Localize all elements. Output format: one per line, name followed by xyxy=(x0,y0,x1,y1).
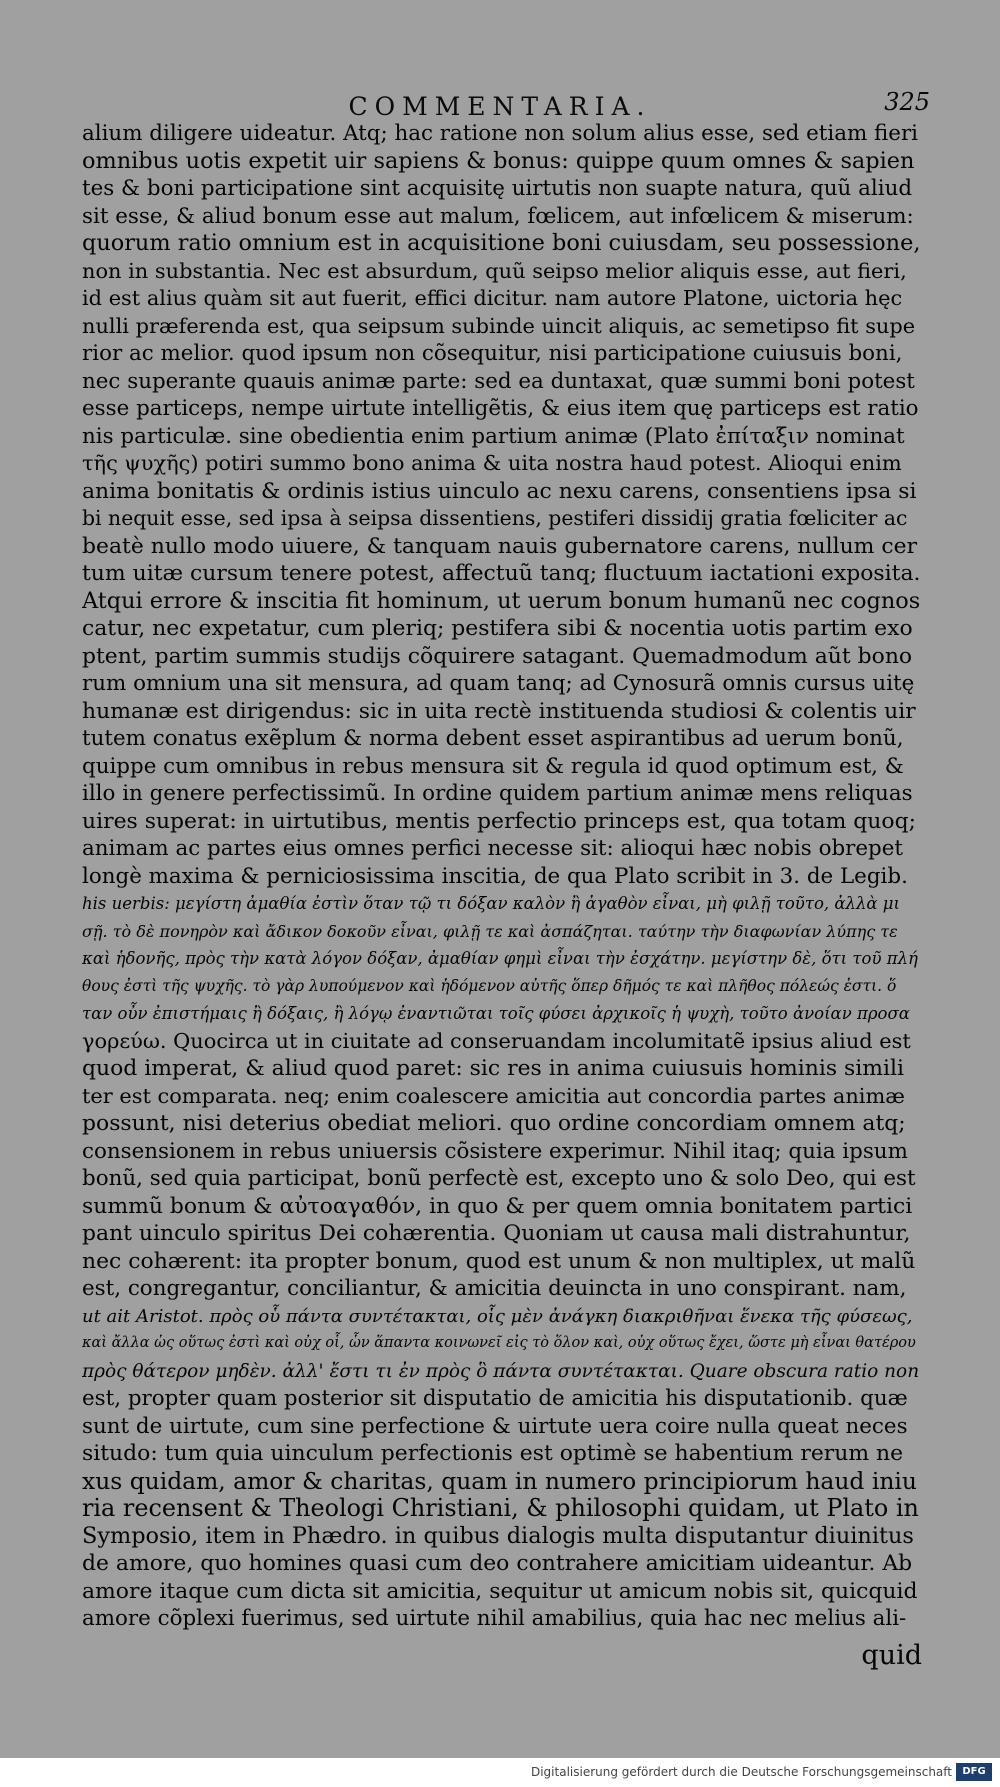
footer-bar xyxy=(0,1758,1000,1787)
text-line: omnibus uotis expetit uir sapiens & bonus: quippe quum omnes & sapien xyxy=(82,147,915,174)
text-line: ria recensent & Theologi Christiani, & philosophi quidam, ut Plato in xyxy=(82,1495,919,1522)
text-line: amore cõplexi fuerimus, sed uirtute nihil amabilius, quia hac nec melius ali- xyxy=(82,1606,907,1631)
text-line: beatè nullo modo uiuere, & tanquam nauis gubernatore carens, nullum cer xyxy=(82,533,918,559)
text-line: sit esse, & aliud bonum esse aut malum, fœlicem, aut infœlicem & miserum: xyxy=(82,203,914,229)
dfg-logo: DFG xyxy=(956,1763,992,1781)
text-line: est, congregantur, conciliantur, & amicitia deuincta in uno conspirant. nam, xyxy=(82,1276,907,1301)
text-line: πρὸς θάτερον μηδὲν. ἀλλ' ἔστι τι ἐν πρὸς ὃ πάντα συντέτακται. Quare obscura ratio non xyxy=(82,1360,920,1382)
text-line: catur, nec expetatur, cum pleriq; pestifera sibi & nocentia uotis partim exo xyxy=(82,616,913,641)
text-line: situdo: tum quia uinculum perfectionis est optimè se habentium rerum ne xyxy=(82,1441,904,1466)
text-line: ptent, partim summis studijs cõquirere satagant. Quemadmodum aũt bono xyxy=(82,643,913,669)
text-line: animam ac partes eius omnes perfici necesse sit: alioqui hæc nobis obrepet xyxy=(82,836,903,861)
text-line: τῆς ψυχῆς) potiri summo bono anima & uita nostra haud potest. Alioqui enim xyxy=(82,451,902,475)
text-line: rior ac melior. quod ipsum non cõsequitur, nisi participatione cuiusuis boni, xyxy=(82,341,903,366)
text-line: quorum ratio omnium est in acquisitione boni cuiusdam, seu possessione, xyxy=(82,230,920,256)
text-line: est, propter quam posterior sit disputatio de amicitia his disputationib. quæ xyxy=(82,1386,908,1411)
text-line: γορεύω. Quocirca ut in ciuitate ad conseruandam incolumitatẽ ipsius aliud est xyxy=(82,1028,911,1053)
text-line: καὶ ἄλλα ὡς οὕτως ἐστὶ καὶ οὐχ οἷ, ὧν ἅπαντα κοινωνεῖ εἰς τὸ ὅλον καὶ, οὐχ οὕτως ἔχει, ὥστε μὴ εἶναι θατέρου xyxy=(82,1335,916,1351)
text-line: alium diligere uideatur. Atq; hac ratione non solum alius esse, sed etiam fieri xyxy=(82,121,919,146)
text-line: uires superat: in uirtutibus, mentis perfectio princeps est, qua totam quoq; xyxy=(82,808,916,834)
text-line: quod imperat, & aliud quod paret: sic res in anima cuiusuis hominis simili xyxy=(82,1056,905,1081)
text-line: amore itaque cum dicta sit amicitia, sequitur ut amicum nobis sit, quicquid xyxy=(82,1578,918,1604)
text-line: longè maxima & perniciosissima inscitia, de qua Plato scribit in 3. de Legib. xyxy=(82,863,908,889)
text-line: pant uinculo spiritus Dei cohærentia. Quoniam ut causa mali distrahuntur, xyxy=(82,1221,911,1246)
text-line: ut ait Aristot. πρὸς οὗ πάντα συντέτακται, οἷς μὲν ἀνάγκη διακριθῆναι ἕνεκα τῆς φύσεως, xyxy=(82,1305,913,1327)
page-number: 325 xyxy=(884,88,930,116)
text-line: consensionem in rebus uniuersis cõsistere experimur. Nihil itaq; quia ipsum xyxy=(82,1138,908,1164)
text-line: id est alius quàm sit aut fuerit, effici dicitur. nam autore Platone, uictoria hęc xyxy=(82,286,903,310)
text-line: esse particeps, nempe uirtute intelligẽtis, & eius item quę particeps est ratio xyxy=(82,396,919,421)
text-line: tum uitæ cursum tenere potest, affectuũ tanq; fluctuum iactationi exposita. xyxy=(82,561,920,586)
text-line: ter est comparata. neq; enim coalescere amicitia aut concordia partes animæ xyxy=(82,1083,905,1108)
text-line: summũ bonum & αὐτοαγαθόν, in quo & per quem omnia bonitatem partici xyxy=(82,1193,913,1219)
text-line: σῇ. τὸ δὲ πονηρὸν καὶ ἄδικον δοκοῦν εἶναι, φιλῇ τε καὶ ἀσπάζηται. ταύτην τὴν διαφωνίαν λύπης τε xyxy=(82,921,898,941)
funding-credit: Digitalisierung gefördert durch die Deutsche Forschungsgemeinschaft xyxy=(530,1765,952,1779)
body-text xyxy=(82,120,920,1633)
text-line: tes & boni participatione sint acquisitę uirtutis non suapte natura, quũ aliud xyxy=(82,176,913,201)
text-line: nec superante quauis animæ parte: sed ea duntaxat, quæ summi boni potest xyxy=(82,368,915,394)
text-line: quippe cum omnibus in rebus mensura sit & regula id quod optimum est, & xyxy=(82,753,904,779)
text-line: illo in genere perfectissimũ. In ordine quidem partium animæ mens reliquas xyxy=(82,781,913,806)
text-line: humanæ est dirigendus: sic in uita rectè instituenda studiosi & colentis uir xyxy=(82,698,916,724)
text-line: bi nequit esse, sed ipsa à seipsa dissentiens, pestiferi dissidij gratia fœliciter ac xyxy=(82,506,908,530)
text-line: sunt de uirtute, cum sine perfectione & uirtute uera coire nulla queat neces xyxy=(82,1413,908,1439)
running-head: COMMENTARIA. xyxy=(348,92,652,121)
text-line: nulli præferenda est, qua seipsum subinde uincit aliquis, ac semetipso fit supe xyxy=(82,313,916,338)
text-line: Symposio, item in Phædro. in quibus dialogis multa disputantur diuinitus xyxy=(82,1522,914,1549)
text-line: nec cohærent: ita propter bonum, quod est unum & non multiplex, ut malũ xyxy=(82,1248,916,1274)
text-line: Atqui errore & inscitia fit hominum, ut uerum bonum humanũ nec cognos xyxy=(82,587,920,614)
text-line: tutem conatus exẽplum & norma debent esset aspirantibus ad uerum bonũ, xyxy=(82,726,904,751)
text-line: xus quidam, amor & charitas, quam in numero principiorum haud iniu xyxy=(82,1467,917,1495)
text-line: καὶ ἡδονῆς, πρὸς τὴν κατὰ λόγον δόξαν, ἀμαθίαν φημὶ εἶναι τὴν ἐσχάτην. μεγίστην δὲ, ὅτι τοῦ πλή xyxy=(82,949,918,968)
text-line: his uerbis: μεγίστη ἀμαθία ἐστὶν ὅταν τῷ τι δόξαν καλὸν ἢ ἀγαθὸν εἶναι, μὴ φιλῇ τοῦτο, ἀλλὰ μι xyxy=(82,894,900,913)
text-line: ταν οὖν ἐπιστήμαις ἢ δόξαις, ἢ λόγῳ ἐναντιῶται τοῖς φύσει ἀρχικοῖς ἡ ψυχὴ, τοῦτο ἀνοίαν προσα xyxy=(82,1004,910,1023)
text-line: possunt, nisi deterius obediat meliori. quo ordine concordiam omnem atq; xyxy=(82,1111,906,1136)
text-line: de amore, quo homines quasi cum deo contrahere amicitiam uideantur. Ab xyxy=(82,1551,913,1576)
text-line: non in substantia. Nec est absurdum, quũ seipso melior aliquis esse, aut fieri, xyxy=(82,258,907,283)
text-line: rum omnium una sit mensura, ad quam tanq; ad Cynosurã omnis cursus uitę xyxy=(82,671,915,696)
text-line: nis particulæ. sine obedientia enim partium animæ (Plato ἐπίταξιν nominat xyxy=(82,423,905,449)
text-line: θους ἐστὶ τῆς ψυχῆς. τὸ γὰρ λυπούμενον καὶ ἡδόμενον αὐτῆς ὅπερ δῆμός τε καὶ πλῆθος πόλεώς ἐστι. ὅ xyxy=(82,976,897,995)
text-line: bonũ, sed quia participat, bonũ perfectè est, excepto uno & solo Deo, qui est xyxy=(82,1166,916,1191)
text-line: anima bonitatis & ordinis istius uinculo ac nexu carens, consentiens ipsa si xyxy=(82,478,917,504)
catchword: quid xyxy=(861,1640,922,1671)
